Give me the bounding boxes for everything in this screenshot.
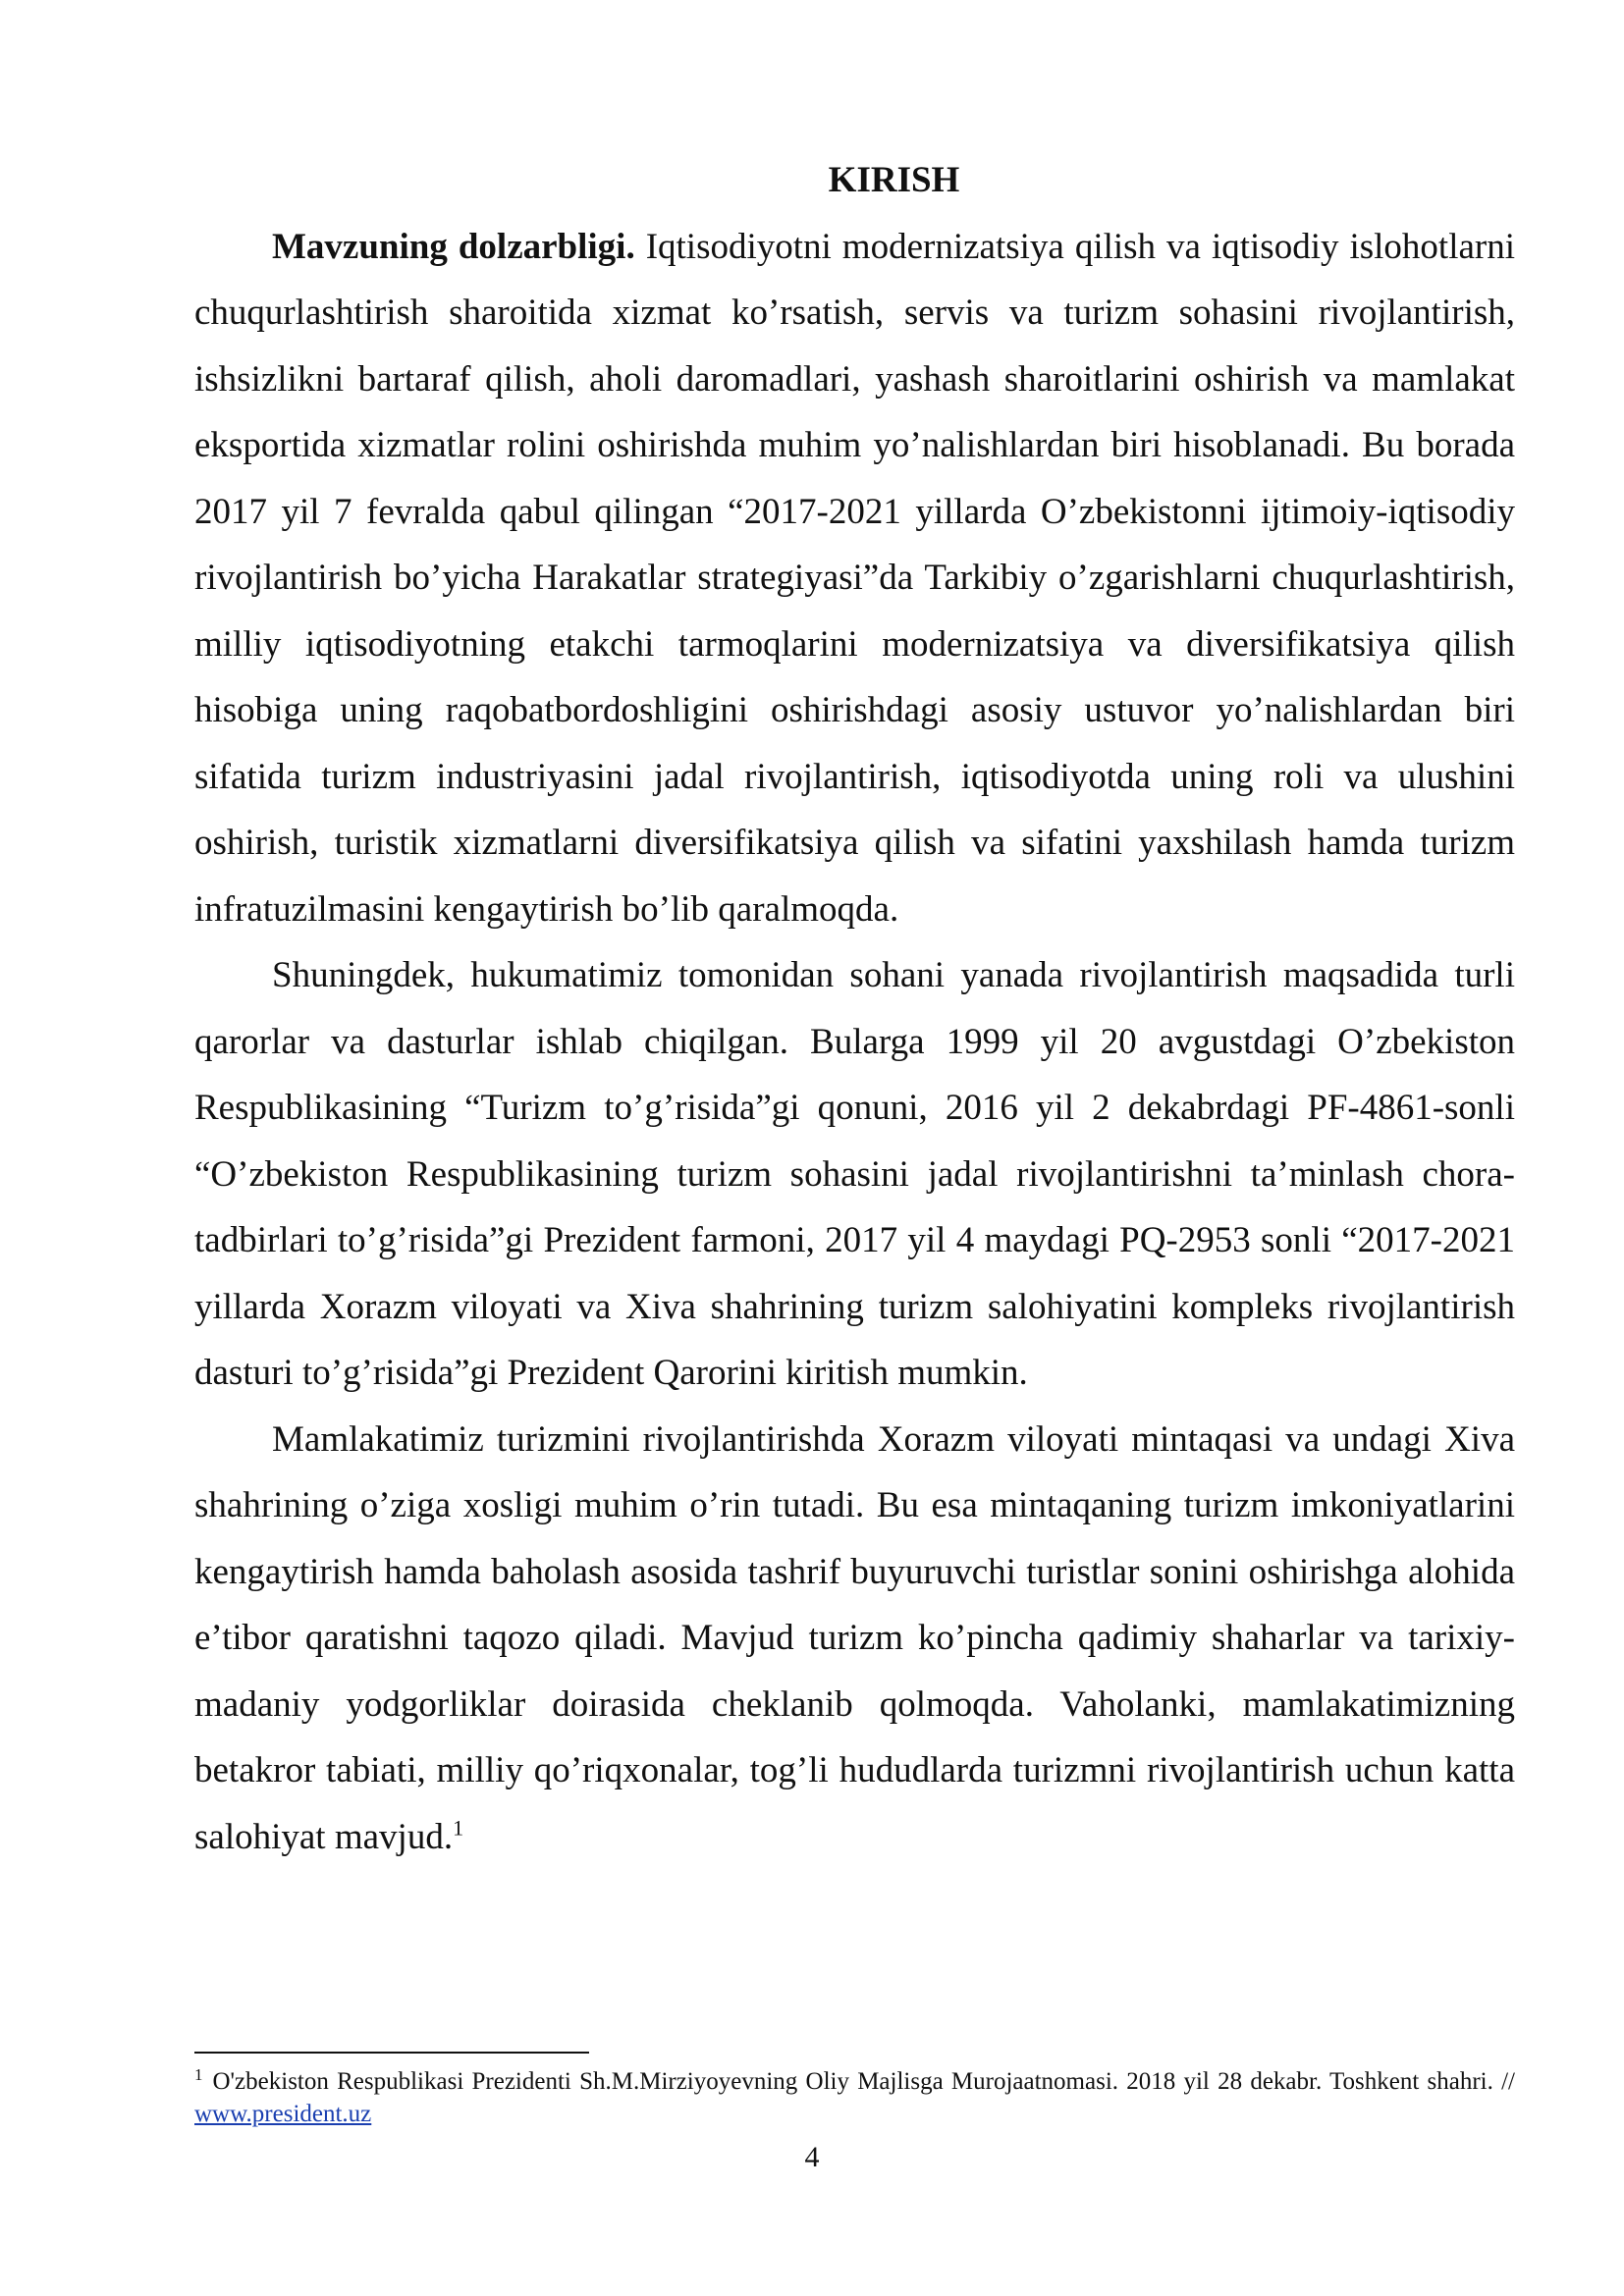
footnote-text: O'zbekiston Respublikasi Prezidenti Sh.M.Mirziyoyevning Oliy Majlisga Murojaatnomasi. 2018 yil 28 dekabr. Toshkent shahri. // — [212, 2068, 1515, 2095]
paragraph-khorezm — [194, 1407, 1515, 1871]
paragraph-text: Iqtisodiyotni modernizatsiya qilish va iqtisodiy islohotlarni chuqurlashtirish sharoitida xizmat ko’rsatish, servis va turizm sohasini rivojlantirish, ishsizlikni bartaraf qilish, aholi daromadlari, yashash sharoitlarini oshirish va mamlakat eksportida xizmatlar rolini oshirishda muhim yo’nalishlardan biri hisoblanadi. Bu borada 2017 yil 7 fevralda qabul qilingan “2017-2021 yillarda O’zbekistonni ijtimoiy-iqtisodiy rivojlantirish bo’yicha Harakatlar strategiyasi”da Tarkibiy o’zgarishlarni chuqurlashtirish, milliy iqtisodiyotning etakchi tarmoqlarini modernizatsiya va diversifikatsiya qilish hisobiga uning raqobatbordoshligini oshirishdagi asosiy ustuvor yo’nalishlardan biri sifatida turizm industriyasini jadal rivojlantirish, iqtisodiyotda uning roli va ulushini oshirish, turistik xizmatlarni diversifikatsiya qilish va sifatini yaxshilash hamda turizm infratuzilmasini kengaytirish bo’lib qaralmoqda. — [194, 226, 1515, 930]
footnote — [194, 2065, 1515, 2130]
footnote-link[interactable]: www.president.uz — [194, 2101, 372, 2127]
paragraph-regulations — [194, 942, 1515, 1407]
document-body — [194, 147, 1515, 1870]
paragraph-text: Mamlakatimiz turizmini rivojlantirishda Xorazm viloyati mintaqasi va undagi Xiva shahrining o’ziga xosligi muhim o’rin tutadi. Bu esa mintaqaning turizm imkoniyatlarini kengaytirish hamda baholash asosida tashrif buyuruvchi turistlar sonini oshirishga alohida e’tibor qaratishni taqozo qiladi. Mavjud turizm ko’pincha qadimiy shaharlar va tarixiy-madaniy yodgorliklar doirasida cheklanib qolmoqda. Vaholanki, mamlakatimizning betakror tabiati, milliy qo’riqxonalar, tog’li hududlarda turizmni rivojlantirish uchun katta salohiyat mavjud. — [194, 1418, 1515, 1857]
footnote-separator — [194, 2052, 589, 2054]
footnote-mark: 1 — [194, 2064, 203, 2084]
paragraph-text: Shuningdek, hukumatimiz tomonidan sohani yanada rivojlantirish maqsadida turli qarorlar va dasturlar ishlab chiqilgan. Bularga 1999 yil 20 avgustdagi O’zbekiston Respublikasining “Turizm to’g’risida”gi qonuni, 2016 yil 2 dekabrdagi PF-4861-sonli “O’zbekiston Respublikasining turizm sohasini jadal rivojlantirishni ta’minlash chora-tadbirlari to’g’risida”gi Prezident farmoni, 2017 yil 4 maydagi PQ-2953 sonli “2017-2021 yillarda Xorazm viloyati va Xiva shahrining turizm salohiyatini kompleks rivojlantirish dasturi to’g’risida”gi Prezident Qarorini kiritish mumkin. — [194, 955, 1515, 1393]
page-title: KIRISH — [828, 160, 960, 200]
paragraph-lead: Mavzuning dolzarbligi. — [272, 226, 635, 267]
page-number: 4 — [804, 2141, 820, 2173]
footnote-reference[interactable]: 1 — [453, 1815, 464, 1841]
paragraph-relevance — [194, 214, 1515, 943]
